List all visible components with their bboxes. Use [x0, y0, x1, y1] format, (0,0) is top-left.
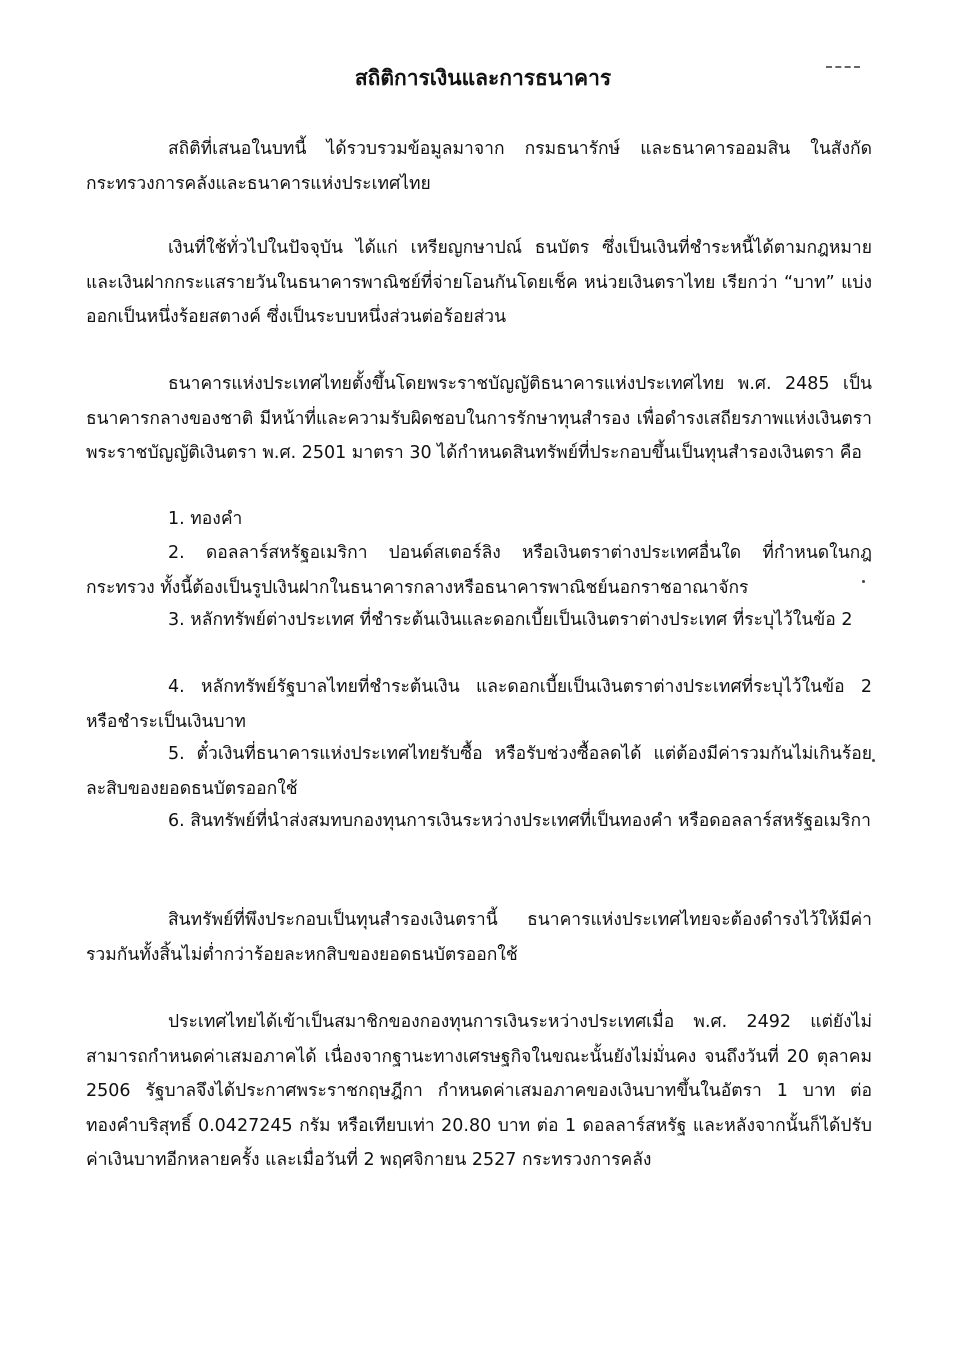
list-item: 2. ดอลลาร์สหรัฐอเมริกา ปอนด์สเตอร์ลิง หรือเงินตราต่างประเทศอื่นใด ที่กำหนดในกฎกระทรวง ทั้งนี้ต้องเป็นรูปเงินฝากในธนาคารกลางหรือธนาคารพาณิชย์นอกราชอาณาจักร [86, 543, 872, 598]
paragraph-reserve: สินทรัพย์ที่พึงประกอบเป็นทุนสำรองเงินตรานี้ ธนาคารแห่งประเทศไทยจะต้องดำรงไว้ให้มีค่ารวมกันทั้งสิ้นไม่ต่ำกว่าร้อยละหกสิบของยอดธนบัตรออกใช้ [86, 910, 872, 965]
scan-dot [872, 759, 875, 762]
list-item: 3. หลักทรัพย์ต่างประเทศ ที่ชำระต้นเงินและดอกเบี้ยเป็นเงินตราต่างประเทศ ที่ระบุไว้ในข้อ 2 [168, 610, 853, 630]
paragraph-currency: เงินที่ใช้ทั่วไปในปัจจุบัน ได้แก่ เหรียญกษาปณ์ ธนบัตร ซึ่งเป็นเงินที่ชำระหนี้ได้ตามกฎหมายและเงินฝากกระแสรายวันในธนาคารพาณิชย์ที่จ่ายโอนกันโดยเช็ค หน่วยเงินตราไทย เรียกว่า “บาท” แบ่งออกเป็นหนึ่งร้อยสตางค์ ซึ่งเป็นระบบหนึ่งส่วนต่อร้อยส่วน [86, 238, 872, 327]
document-title: สถิติการเงินและการธนาคาร [354, 66, 612, 90]
list-item: 1. ทองคำ [168, 509, 243, 529]
list-item: 6. สินทรัพย์ที่นำส่งสมทบกองทุนการเงินระหว่างประเทศที่เป็นทองคำ หรือดอลลาร์สหรัฐอเมริกา [168, 811, 871, 831]
list-item: 4. หลักทรัพย์รัฐบาลไทยที่ชำระต้นเงิน และดอกเบี้ยเป็นเงินตราต่างประเทศที่ระบุไว้ในข้อ 2 หรือชำระเป็นเงินบาท [86, 677, 872, 732]
list-item: 5. ตั๋วเงินที่ธนาคารแห่งประเทศไทยรับซื้อ หรือรับช่วงซื้อลดได้ แต่ต้องมีค่ารวมกันไม่เกินร้อยละสิบของยอดธนบัตรออกใช้ [86, 744, 872, 799]
paragraph-intro: สถิติที่เสนอในบทนี้ ได้รวบรวมข้อมูลมาจาก กรมธนารักษ์ และธนาคารออมสิน ในสังกัดกระทรวงการคลังและธนาคารแห่งประเทศไทย [86, 139, 872, 194]
paragraph-central-bank: ธนาคารแห่งประเทศไทยตั้งขึ้นโดยพระราชบัญญัติธนาคารแห่งประเทศไทย พ.ศ. 2485 เป็นธนาคารกลางของชาติ มีหน้าที่และความรับผิดชอบในการรักษาทุนสำรอง เพื่อดำรงเสถียรภาพแห่งเงินตรา พระราชบัญญัติเงินตรา พ.ศ. 2501 มาตรา 30 ได้กำหนดสินทรัพย์ที่ประกอบขึ้นเป็นทุนสำรองเงินตรา คือ [86, 374, 872, 463]
paragraph-imf: ประเทศไทยได้เข้าเป็นสมาชิกของกองทุนการเงินระหว่างประเทศเมื่อ พ.ศ. 2492 แต่ยังไม่สามารถกำหนดค่าเสมอภาคได้ เนื่องจากฐานะทางเศรษฐกิจในขณะนั้นยังไม่มั่นคง จนถึงวันที่ 20 ตุลาคม 2506 รัฐบาลจึงได้ประกาศพระราชกฤษฎีกา กำหนดค่าเสมอภาคของเงินบาทขึ้นในอัตรา 1 บาท ต่อทองคำบริสุทธิ์ 0.0427245 กรัม หรือเทียบเท่า 20.80 บาท ต่อ 1 ดอลลาร์สหรัฐ และหลังจากนั้นก็ได้ปรับค่าเงินบาทอีกหลายครั้ง และเมื่อวันที่ 2 พฤศจิกายน 2527 กระทรวงการคลัง [86, 1012, 872, 1170]
